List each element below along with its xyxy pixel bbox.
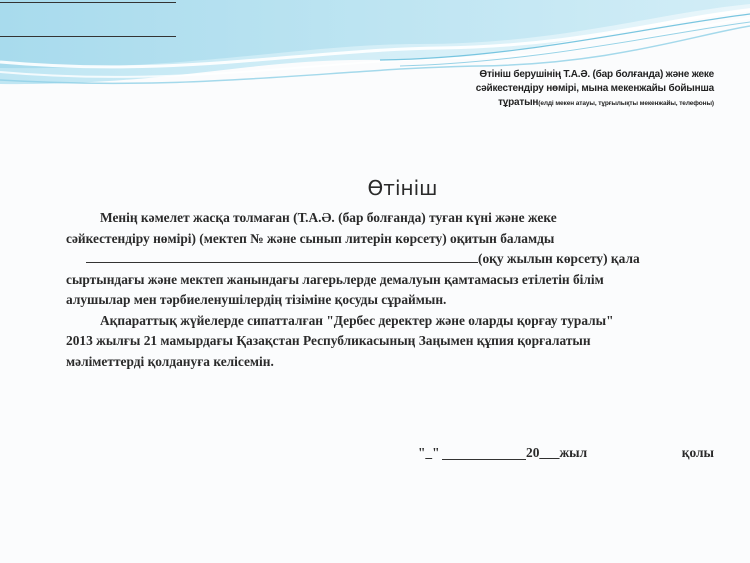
document-body [66, 208, 698, 372]
body-line: сәйкестендіру нөмірі) (мектеп № және сынып литерін көрсету) оқитын баламды [66, 230, 555, 246]
body-line: Менің кәмелет жасқа толмаған (Т.А.Ә. (бар болғанда) туған күні және жеке [100, 210, 557, 225]
top-rule-1 [0, 2, 176, 3]
applicant-line-3-hint: (елді мекен атауы, тұрғылықты мекенжайы, телефоны) [538, 100, 714, 107]
applicant-line-3 [414, 96, 714, 111]
body-line: мәліметтерді қолдануға келісемін. [66, 353, 274, 369]
body-line: 2013 жылғы 21 мамырдағы Қазақстан Республикасының Заңымен құпия қорғалатын [66, 333, 591, 348]
date-day-blank: "_" [418, 445, 440, 460]
top-rule-2 [0, 36, 176, 37]
applicant-line-2: сәйкестендіру нөмірі, мына мекенжайы бойынша [475, 83, 714, 94]
body-line: Ақпараттық жүйелерде сипатталған "Дербес деректер және оларды қорғау туралы" [100, 312, 614, 328]
academic-year-blank [86, 249, 478, 263]
signature-label: қолы [681, 445, 714, 460]
date-month-blank [442, 446, 526, 460]
document-title: Өтініш [367, 176, 438, 200]
applicant-line-3-main: тұратын [498, 97, 539, 108]
body-line-with-blank [66, 249, 698, 270]
date-year: 20___жыл [526, 445, 588, 460]
body-line: алушылар мен тәрбиеленушілердің тізіміне қосуды сұраймын. [66, 292, 447, 307]
applicant-info-block [414, 68, 714, 111]
body-line: сыртындағы және мектеп жанындағы лагерьлерде демалуын қамтамасыз етілетін білім [66, 271, 604, 287]
applicant-line-1: Өтініш берушінің Т.А.Ә. (бар болғанда) және жеке [479, 69, 714, 80]
body-line-suffix: (оқу жылын көрсету) қала [478, 251, 640, 266]
